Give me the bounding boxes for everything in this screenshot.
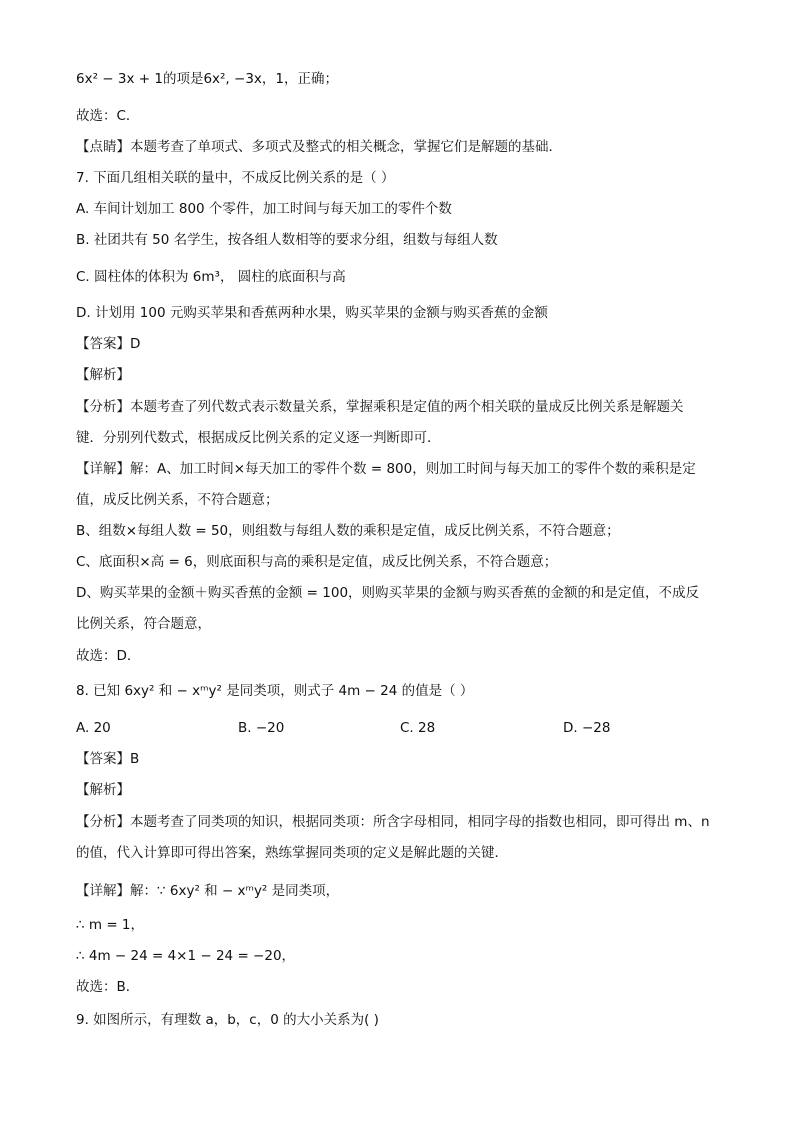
question-7-option-c: C. 圆柱体的体积为 6m³， 圆柱的底面积与高 (76, 269, 346, 285)
line-q6-choice: 故选：C． (76, 108, 140, 124)
question-8-option-c: C. 28 (400, 720, 436, 736)
question-8-stem: 8. 已知 6xy² 和 − xᵐy² 是同类项，则式子 4m − 24 的值是（ ） (76, 683, 474, 699)
question-7-option-d: D. 计划用 100 元购买苹果和香蕉两种水果，购买苹果的金额与购买香蕉的金额 (76, 305, 548, 321)
question-8-answer: 【答案】B (76, 751, 140, 767)
question-8-option-b: B. −20 (238, 720, 285, 736)
question-8-detail-line-3: ∴ 4m − 24 = 4×1 − 24 = −20， (76, 948, 296, 964)
question-7-analysis-line-2: 键．分别列代数式，根据成反比例关系的定义逐一判断即可． (76, 430, 441, 446)
question-7-option-b: B. 社团共有 50 名学生，按各组人数相等的要求分组，组数与每组人数 (76, 232, 498, 248)
question-8-choice: 故选：B． (76, 979, 140, 995)
question-7-stem: 7. 下面几组相关联的量中，不成反比例关系的是（ ） (76, 170, 395, 186)
question-7-choice: 故选：D． (76, 648, 141, 664)
question-7-analysis-heading: 【解析】 (76, 367, 130, 383)
question-7-answer: 【答案】D (76, 336, 141, 352)
question-7-detail-line-3: B、组数×每组人数 = 50，则组数与每组人数的乘积是定值，成反比例关系，不符合题意； (76, 523, 620, 539)
question-7-detail-line-6: 比例关系，符合题意， (76, 616, 211, 632)
question-8-detail-line-2: ∴ m = 1， (76, 917, 145, 933)
line-q6-terms: 6x² − 3x + 1的项是6x², −3x，1，正确； (76, 71, 338, 87)
question-8-analysis-line-1: 【分析】本题考查了同类项的知识，根据同类项：所含字母相同，相同字母的指数也相同，即可得出 m、n (76, 814, 710, 830)
question-7-detail-line-5: D、购买苹果的金额＋购买香蕉的金额 = 100，则购买苹果的金额与购买香蕉的金额的和是定值，不成反 (76, 585, 700, 601)
question-7-detail-line-2: 值，成反比例关系，不符合题意； (76, 492, 279, 508)
question-8-analysis-line-2: 的值，代入计算即可得出答案，熟练掌握同类项的定义是解此题的关键． (76, 845, 508, 861)
question-8-option-a: A. 20 (76, 720, 111, 736)
question-7-detail-line-4: C、底面积×高 = 6，则底面积与高的乘积是定值，成反比例关系，不符合题意； (76, 554, 558, 570)
question-9-stem: 9. 如图所示，有理数 a，b，c，0 的大小关系为( ) (76, 1012, 379, 1028)
question-8-option-d: D. −28 (563, 720, 611, 736)
question-7-detail-line-1: 【详解】解：A、加工时间×每天加工的零件个数 = 800，则加工时间与每天加工的零件个数的乘积是定 (76, 461, 696, 477)
question-7-analysis-line-1: 【分析】本题考查了列代数式表示数量关系，掌握乘积是定值的两个相关联的量成反比例关系是解题关 (76, 399, 684, 415)
question-7-option-a: A. 车间计划加工 800 个零件，加工时间与每天加工的零件个数 (76, 201, 452, 217)
line-q6-comment: 【点睛】本题考查了单项式、多项式及整式的相关概念，掌握它们是解题的基础． (76, 139, 562, 155)
question-8-detail-line-1: 【详解】解：∵ 6xy² 和 − xᵐy² 是同类项， (76, 883, 340, 899)
question-8-analysis-heading: 【解析】 (76, 782, 130, 798)
